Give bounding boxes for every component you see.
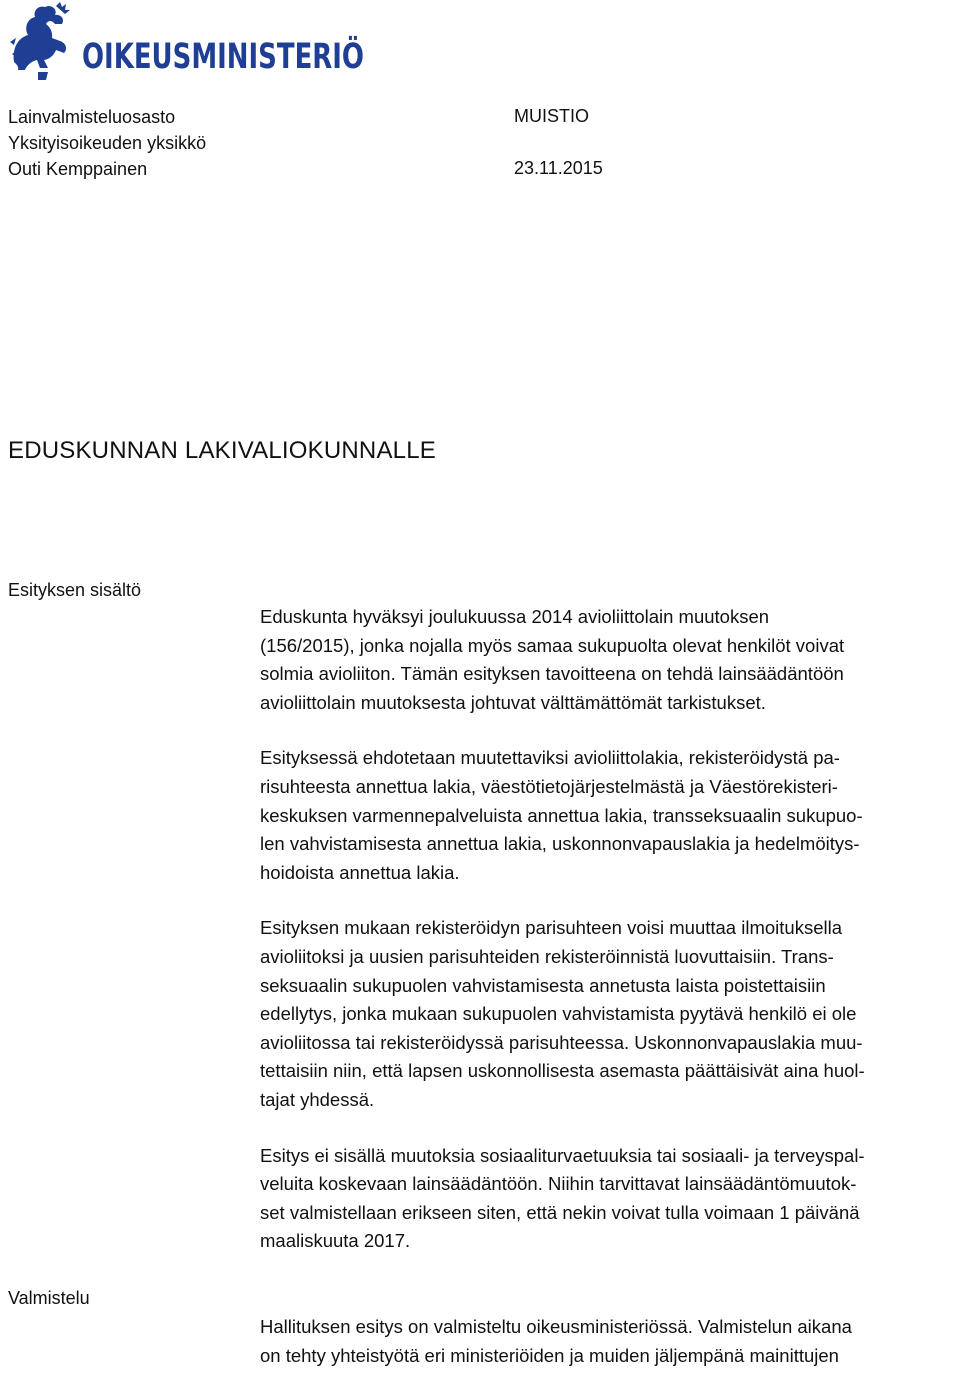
sender-department: Lainvalmisteluosasto <box>8 107 176 127</box>
text-line: edellytys, jonka mukaan sukupuolen vahvistamista pyytävä henkilö ei ole <box>260 1003 857 1025</box>
section-body-preparation <box>260 1313 950 1397</box>
section-heading-preparation: Valmistelu <box>8 1288 90 1308</box>
section-heading-contents: Esityksen sisältö <box>8 580 142 600</box>
section-body-contents <box>260 603 950 1283</box>
logo-graphic <box>8 2 463 84</box>
text-line: set valmistellaan erikseen siten, että nekin voivat tulla voimaan 1 päivänä <box>260 1201 860 1223</box>
text-line: Esitys ei sisällä muutoksia sosiaaliturvaetuuksia tai sosiaali- ja terveyspal- <box>260 1144 865 1166</box>
text-line: (156/2015), jonka nojalla myös samaa sukupuolta olevat henkilöt voivat <box>260 634 845 656</box>
text-line: Esityksessä ehdotetaan muutettaviksi avioliittolakia, rekisteröidystä pa- <box>260 747 840 769</box>
paragraph <box>260 1313 950 1370</box>
text-line: risuhteesta annettua lakia, väestötietojärjestelmästä ja Väestörekisteri- <box>260 775 838 797</box>
text-line: avioliittolain muutoksesta johtuvat välttämättömät tarkistukset. <box>260 691 766 713</box>
text-line: solmia avioliiton. Tämän esityksen tavoitteena on tehdä lainsäädäntöön <box>260 663 844 685</box>
ministry-name: OIKEUSMINISTERIÖ <box>82 37 463 77</box>
ministry-logo <box>8 2 463 84</box>
text-line: Esityksen mukaan rekisteröidyn parisuhteen voisi muuttaa ilmoituksella <box>260 917 842 939</box>
paragraph <box>260 744 950 887</box>
document-date: 23.11.2015 <box>514 158 603 178</box>
text-line: Hallituksen esitys on valmisteltu oikeusministeriössä. Valmistelun aikana <box>260 1316 852 1337</box>
document-type: MUISTIO <box>514 106 589 126</box>
lion-coat-of-arms-icon <box>10 2 70 80</box>
text-line: avioliitossa tai rekisteröidyssä parisuhteessa. Uskonnonvapauslakia muu- <box>260 1031 863 1053</box>
text-line: Eduskunta hyväksyi joulukuussa 2014 avioliittolain muutoksen <box>260 606 770 627</box>
recipient-heading: EDUSKUNNAN LAKIVALIOKUNNALLE <box>8 437 436 464</box>
text-line: avioliitoksi ja uusien parisuhteiden rekisteröinnistä luovuttaisiin. Trans- <box>260 945 834 967</box>
text-line: veluita koskevaan lainsäädäntöön. Niihin tarvittavat lainsäädäntömuutok- <box>260 1173 857 1195</box>
text-line: maaliskuuta 2017. <box>260 1230 411 1252</box>
sender-unit: Yksityisoikeuden yksikkö <box>8 133 207 153</box>
text-line: on tehty yhteistyötä eri ministeriöiden ja muiden jäljempänä mainittujen <box>260 1344 839 1366</box>
text-line: tettaisiin niin, että lapsen uskonnollisesta asemasta päättäisivät aina huol- <box>260 1060 865 1082</box>
text-line: tajat yhdessä. <box>260 1088 375 1110</box>
paragraph <box>260 914 950 1114</box>
text-line: keskuksen varmennepalveluista annettua lakia, transseksuaalin sukupuo- <box>260 804 863 826</box>
sender-block <box>8 104 206 182</box>
sender-author: Outi Kemppainen <box>8 159 148 179</box>
paragraph <box>260 603 950 717</box>
paragraph <box>260 1142 950 1256</box>
text-line: hoidoista annettua lakia. <box>260 861 460 883</box>
text-line: seksuaalin sukupuolen vahvistamisesta annetusta laista poistettaisiin <box>260 974 826 996</box>
text-line: len vahvistamisesta annettua lakia, uskonnonvapauslakia ja hedelmöitys- <box>260 833 860 855</box>
